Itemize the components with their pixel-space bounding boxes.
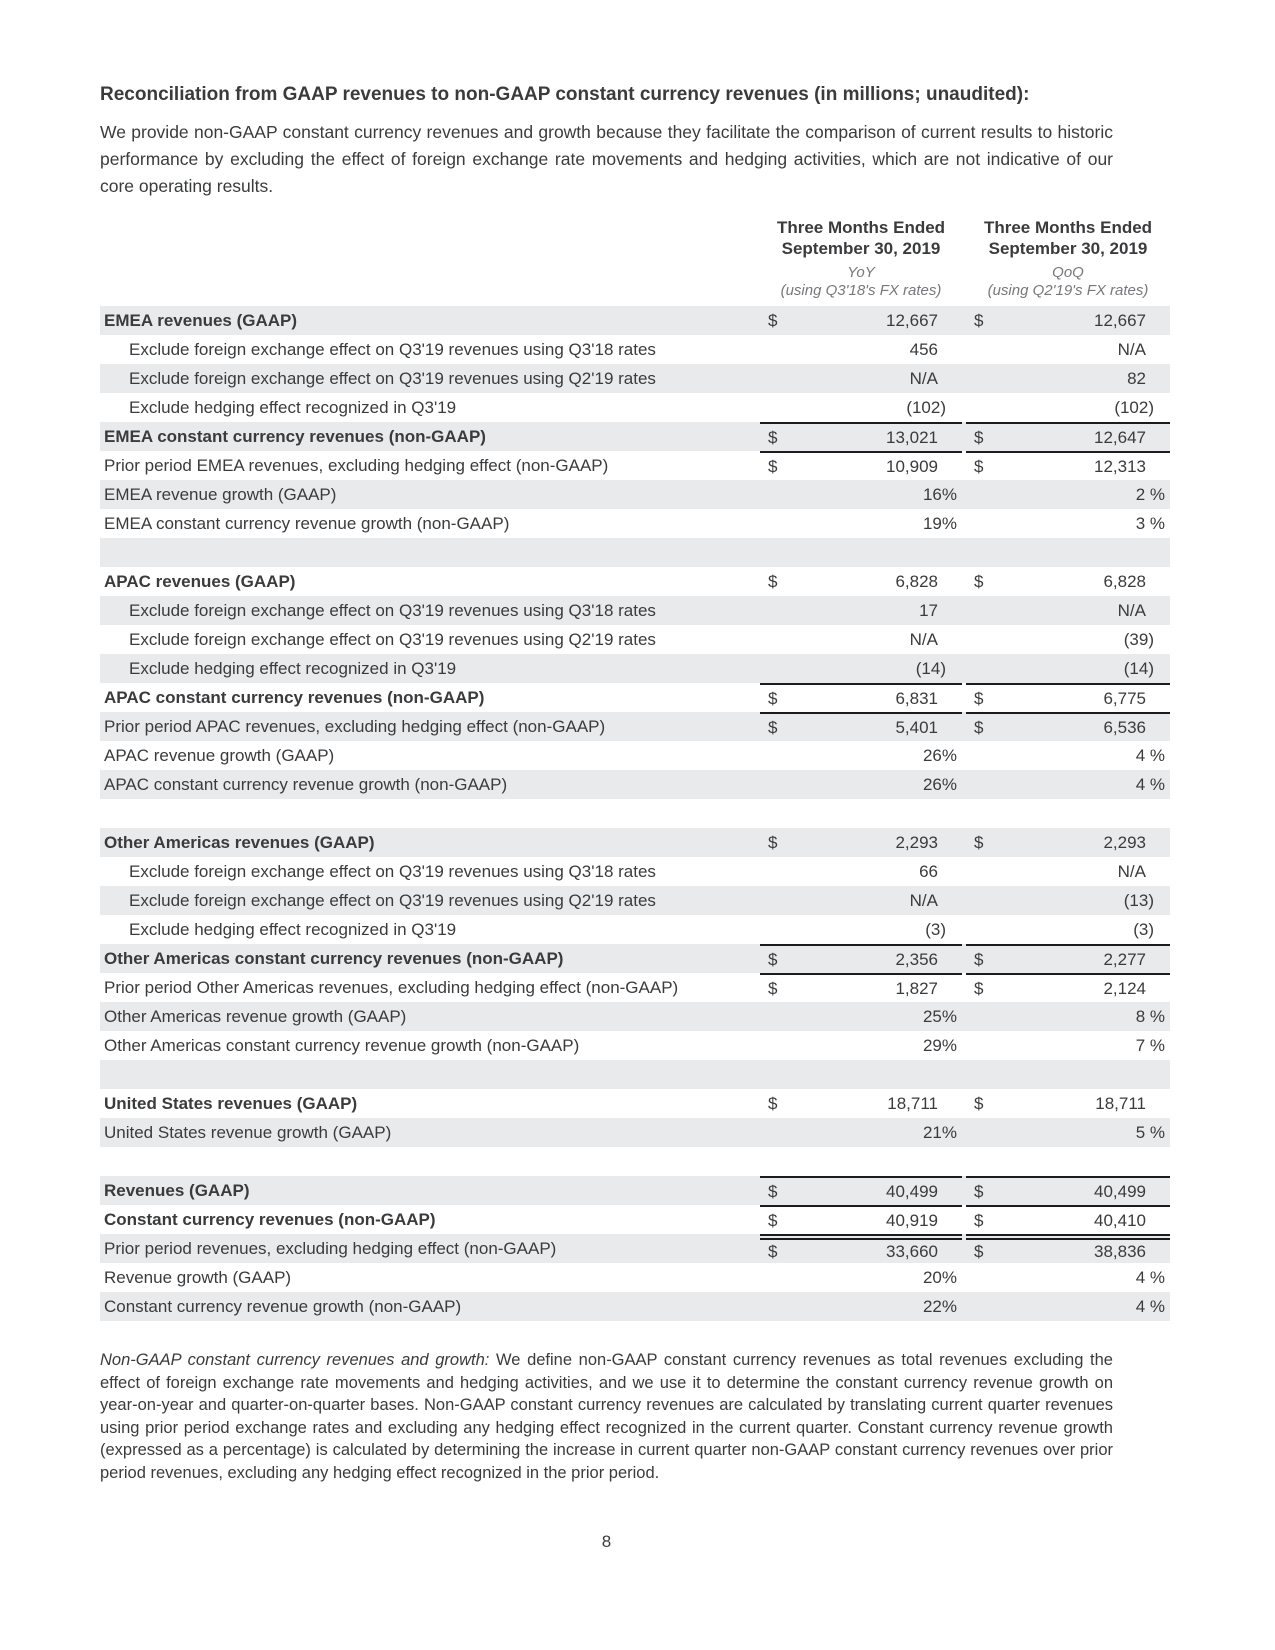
cell-value: 26% xyxy=(922,774,957,794)
cell-value: 18,711 xyxy=(887,1093,938,1113)
cell-value: 10,909 xyxy=(886,456,938,476)
cell-value: 17 xyxy=(919,600,938,620)
table-row xyxy=(100,828,1170,857)
cell-value: N/A xyxy=(1117,861,1146,881)
qoq-value-group xyxy=(966,480,1170,509)
qoq-value-group xyxy=(966,451,1170,480)
yoy-value-group xyxy=(760,1060,962,1089)
table-spacer-row xyxy=(100,799,1170,828)
cell-value: 6,536 xyxy=(1103,717,1146,737)
qoq-value-group xyxy=(966,770,1170,799)
cell-value: 6,831 xyxy=(895,688,938,708)
dollar-sign: $ xyxy=(768,1210,778,1230)
qoq-value-group xyxy=(966,1031,1170,1060)
table-row xyxy=(100,364,1170,393)
table-row xyxy=(100,1205,1170,1234)
dollar-sign: $ xyxy=(974,427,984,447)
row-label: EMEA constant currency revenues (non-GAAP) xyxy=(104,426,486,446)
row-label: Prior period APAC revenues, excluding hedging effect (non-GAAP) xyxy=(104,716,606,736)
row-label: Prior period EMEA revenues, excluding hedging effect (non-GAAP) xyxy=(104,455,609,475)
yoy-header-title-line2: September 30, 2019 xyxy=(781,239,941,258)
row-label: Revenue growth (GAAP) xyxy=(104,1267,292,1287)
row-label: EMEA revenue growth (GAAP) xyxy=(104,484,337,504)
table-row xyxy=(100,625,1170,654)
table-spacer-row xyxy=(100,538,1170,567)
qoq-value-group xyxy=(966,625,1170,654)
qoq-value-group xyxy=(966,1147,1170,1176)
dollar-sign: $ xyxy=(768,717,778,737)
yoy-value-group xyxy=(760,1089,962,1118)
cell-value: 8 % xyxy=(1135,1006,1165,1026)
dollar-sign: $ xyxy=(768,1093,778,1113)
yoy-value-group xyxy=(760,1147,962,1176)
cell-value: 16% xyxy=(922,484,957,504)
row-label: Other Americas revenues (GAAP) xyxy=(104,832,375,852)
qoq-value-group xyxy=(966,567,1170,596)
dollar-sign: $ xyxy=(768,949,778,969)
qoq-value-group xyxy=(966,1234,1170,1263)
qoq-value-group xyxy=(966,683,1170,712)
yoy-value-group xyxy=(760,538,962,567)
dollar-sign: $ xyxy=(768,688,778,708)
row-label: Constant currency revenues (non-GAAP) xyxy=(104,1209,436,1229)
cell-value: 12,313 xyxy=(1094,456,1146,476)
qoq-value-group xyxy=(966,306,1170,335)
qoq-value-group xyxy=(966,712,1170,741)
yoy-value-group xyxy=(760,335,962,364)
qoq-value-group xyxy=(966,828,1170,857)
cell-value: 1,827 xyxy=(895,978,938,998)
row-label: Other Americas constant currency revenues (non-GAAP) xyxy=(104,948,564,968)
table-row xyxy=(100,306,1170,335)
cell-value: 4 % xyxy=(1135,774,1165,794)
row-label: Exclude hedging effect recognized in Q3'19 xyxy=(129,397,457,417)
table-row xyxy=(100,480,1170,509)
dollar-sign: $ xyxy=(768,571,778,591)
page-title: Reconciliation from GAAP revenues to non-GAAP constant currency revenues (in millions; unaudited): xyxy=(100,84,1030,105)
yoy-value-group xyxy=(760,741,962,770)
qoq-value-group xyxy=(966,1292,1170,1321)
dollar-sign: $ xyxy=(974,571,984,591)
cell-value: 12,667 xyxy=(1094,310,1146,330)
yoy-header-title-line1: Three Months Ended xyxy=(776,218,946,237)
yoy-value-group xyxy=(760,1234,962,1263)
yoy-value-group xyxy=(760,973,962,1002)
cell-value: (14) xyxy=(915,658,946,678)
yoy-value-group xyxy=(760,480,962,509)
yoy-value-group xyxy=(760,770,962,799)
cell-value: 4 % xyxy=(1135,1296,1165,1316)
dollar-sign: $ xyxy=(768,456,778,476)
yoy-value-group xyxy=(760,1292,962,1321)
row-label: Exclude foreign exchange effect on Q3'19 revenues using Q3'18 rates xyxy=(129,861,656,881)
yoy-value-group xyxy=(760,712,962,741)
cell-value: (39) xyxy=(1123,629,1154,649)
yoy-value-group xyxy=(760,509,962,538)
row-label: Constant currency revenue growth (non-GAAP) xyxy=(104,1296,462,1316)
table-row xyxy=(100,654,1170,683)
dollar-sign: $ xyxy=(974,949,984,969)
table-row xyxy=(100,567,1170,596)
cell-value: 25% xyxy=(922,1006,957,1026)
table-row xyxy=(100,712,1170,741)
cell-value: 82 xyxy=(1127,368,1146,388)
table-row xyxy=(100,1002,1170,1031)
dollar-sign: $ xyxy=(768,1241,778,1261)
footnote-lead: Non-GAAP constant currency revenues and growth: xyxy=(100,1351,490,1369)
table-row xyxy=(100,915,1170,944)
table-header xyxy=(100,217,1170,300)
row-label: Prior period revenues, excluding hedging effect (non-GAAP) xyxy=(104,1238,557,1258)
qoq-header-title-line2: September 30, 2019 xyxy=(988,239,1148,258)
table-row xyxy=(100,422,1170,451)
cell-value: (13) xyxy=(1123,890,1154,910)
cell-value: 29% xyxy=(922,1035,957,1055)
table-row xyxy=(100,1234,1170,1263)
dollar-sign: $ xyxy=(768,978,778,998)
yoy-value-group xyxy=(760,1002,962,1031)
yoy-value-group xyxy=(760,306,962,335)
cell-value: 66 xyxy=(919,861,938,881)
table-row xyxy=(100,1292,1170,1321)
qoq-value-group xyxy=(966,393,1170,422)
cell-value: 13,021 xyxy=(886,427,938,447)
cell-value: N/A xyxy=(909,629,938,649)
table-row xyxy=(100,393,1170,422)
qoq-value-group xyxy=(966,335,1170,364)
row-label: APAC constant currency revenue growth (non-GAAP) xyxy=(104,774,508,794)
row-label: Exclude foreign exchange effect on Q3'19 revenues using Q2'19 rates xyxy=(129,890,656,910)
yoy-column-header xyxy=(760,217,962,300)
table-row xyxy=(100,509,1170,538)
yoy-header-sub-line2: (using Q3'18's FX rates) xyxy=(780,282,942,299)
qoq-value-group xyxy=(966,1176,1170,1205)
cell-value: 5 % xyxy=(1135,1122,1165,1142)
qoq-value-group xyxy=(966,654,1170,683)
cell-value: 3 % xyxy=(1135,513,1165,533)
row-label: United States revenue growth (GAAP) xyxy=(104,1122,392,1142)
row-label: EMEA revenues (GAAP) xyxy=(104,310,298,330)
table-row xyxy=(100,973,1170,1002)
qoq-value-group xyxy=(966,364,1170,393)
table-row xyxy=(100,886,1170,915)
yoy-value-group xyxy=(760,683,962,712)
cell-value: 2,356 xyxy=(895,949,938,969)
yoy-value-group xyxy=(760,364,962,393)
yoy-value-group xyxy=(760,451,962,480)
yoy-value-group xyxy=(760,567,962,596)
qoq-value-group xyxy=(966,944,1170,973)
cell-value: 5,401 xyxy=(895,717,938,737)
table-row xyxy=(100,1263,1170,1292)
row-label: United States revenues (GAAP) xyxy=(104,1093,358,1113)
footnote-body: We define non-GAAP constant currency revenues as total revenues excluding the effect of foreign exchange rate movements and hedging activities, and we use it to determine the constant currency revenue growth on year-on-year and quarter-on-quarter bases. Non-GAAP constant currency revenues are calculated by translating current quarter revenues using prior period exchange rates and excluding any hedging effect recognized in the current quarter. Constant currency revenue growth (expressed as a percentage) is calculated by determining the increase in current quarter non-GAAP constant currency revenues over prior period revenues, excluding any hedging effect recognized in the prior period. xyxy=(100,1351,1113,1482)
reconciliation-table xyxy=(100,306,1170,1321)
qoq-value-group xyxy=(966,741,1170,770)
qoq-column-header xyxy=(966,217,1170,300)
row-label: Exclude hedging effect recognized in Q3'19 xyxy=(129,919,457,939)
cell-value: 26% xyxy=(922,745,957,765)
table-row xyxy=(100,335,1170,364)
yoy-header-sub-line1: YoY xyxy=(847,264,875,281)
dollar-sign: $ xyxy=(974,978,984,998)
dollar-sign: $ xyxy=(768,427,778,447)
qoq-value-group xyxy=(966,422,1170,451)
cell-value: 2 % xyxy=(1135,484,1165,504)
table-spacer-row xyxy=(100,1060,1170,1089)
cell-value: 6,828 xyxy=(895,571,938,591)
row-label: APAC constant currency revenues (non-GAAP) xyxy=(104,687,485,707)
cell-value: 6,775 xyxy=(1103,688,1146,708)
cell-value: N/A xyxy=(909,368,938,388)
yoy-value-group xyxy=(760,1176,962,1205)
dollar-sign: $ xyxy=(768,310,778,330)
yoy-value-group xyxy=(760,596,962,625)
row-label: Other Americas constant currency revenue growth (non-GAAP) xyxy=(104,1035,580,1055)
row-label: Prior period Other Americas revenues, excluding hedging effect (non-GAAP) xyxy=(104,977,679,997)
table-row xyxy=(100,1031,1170,1060)
dollar-sign: $ xyxy=(974,1181,984,1201)
cell-value: (3) xyxy=(1133,919,1154,939)
table-row xyxy=(100,451,1170,480)
table-row xyxy=(100,741,1170,770)
qoq-value-group xyxy=(966,596,1170,625)
row-label: Exclude foreign exchange effect on Q3'19 revenues using Q2'19 rates xyxy=(129,368,656,388)
dollar-sign: $ xyxy=(974,456,984,476)
intro-paragraph: We provide non-GAAP constant currency revenues and growth because they facilitate the comparison of current results to historic performance by excluding the effect of foreign exchange rate movements and hedging activities, which are not indicative of our core operating results. xyxy=(100,122,1113,196)
row-label: Exclude foreign exchange effect on Q3'19 revenues using Q2'19 rates xyxy=(129,629,656,649)
cell-value: 40,919 xyxy=(886,1210,938,1230)
cell-value: 40,499 xyxy=(886,1181,938,1201)
row-label: Exclude foreign exchange effect on Q3'19 revenues using Q3'18 rates xyxy=(129,600,656,620)
cell-value: 40,499 xyxy=(1094,1181,1146,1201)
qoq-value-group xyxy=(966,1205,1170,1234)
cell-value: 22% xyxy=(922,1296,957,1316)
cell-value: 21% xyxy=(922,1122,957,1142)
qoq-value-group xyxy=(966,915,1170,944)
qoq-value-group xyxy=(966,1089,1170,1118)
qoq-value-group xyxy=(966,1002,1170,1031)
qoq-value-group xyxy=(966,857,1170,886)
row-label: EMEA constant currency revenue growth (non-GAAP) xyxy=(104,513,510,533)
cell-value: 38,836 xyxy=(1094,1241,1146,1261)
dollar-sign: $ xyxy=(974,1210,984,1230)
yoy-value-group xyxy=(760,1205,962,1234)
qoq-value-group xyxy=(966,799,1170,828)
qoq-value-group xyxy=(966,509,1170,538)
cell-value: (102) xyxy=(1114,397,1154,417)
qoq-value-group xyxy=(966,973,1170,1002)
cell-value: 7 % xyxy=(1135,1035,1165,1055)
qoq-value-group xyxy=(966,538,1170,567)
qoq-header-sub-line2: (using Q2'19's FX rates) xyxy=(987,282,1149,299)
yoy-value-group xyxy=(760,799,962,828)
table-row xyxy=(100,596,1170,625)
cell-value: 18,711 xyxy=(1095,1093,1146,1113)
cell-value: (14) xyxy=(1123,658,1154,678)
cell-value: 456 xyxy=(909,339,938,359)
cell-value: N/A xyxy=(1117,339,1146,359)
cell-value: 12,647 xyxy=(1094,427,1146,447)
yoy-value-group xyxy=(760,857,962,886)
yoy-value-group xyxy=(760,886,962,915)
yoy-value-group xyxy=(760,828,962,857)
yoy-value-group xyxy=(760,1031,962,1060)
table-row xyxy=(100,944,1170,973)
cell-value: 20% xyxy=(922,1267,957,1287)
dollar-sign: $ xyxy=(768,1181,778,1201)
cell-value: 6,828 xyxy=(1103,571,1146,591)
yoy-value-group xyxy=(760,915,962,944)
table-row xyxy=(100,770,1170,799)
dollar-sign: $ xyxy=(974,1241,984,1261)
cell-value: 40,410 xyxy=(1094,1210,1146,1230)
yoy-value-group xyxy=(760,1263,962,1292)
table-row xyxy=(100,1118,1170,1147)
dollar-sign: $ xyxy=(974,832,984,852)
table-row xyxy=(100,1176,1170,1205)
dollar-sign: $ xyxy=(974,1093,984,1113)
yoy-value-group xyxy=(760,1118,962,1147)
qoq-header-sub-line1: QoQ xyxy=(1052,264,1084,281)
yoy-value-group xyxy=(760,944,962,973)
cell-value: 2,277 xyxy=(1103,949,1146,969)
row-label: Revenues (GAAP) xyxy=(104,1180,250,1200)
qoq-value-group xyxy=(966,1118,1170,1147)
cell-value: 19% xyxy=(922,513,957,533)
dollar-sign: $ xyxy=(974,717,984,737)
qoq-value-group xyxy=(966,1263,1170,1292)
cell-value: 2,124 xyxy=(1103,978,1146,998)
row-label: Exclude hedging effect recognized in Q3'19 xyxy=(129,658,457,678)
yoy-value-group xyxy=(760,654,962,683)
table-row xyxy=(100,857,1170,886)
qoq-value-group xyxy=(966,1060,1170,1089)
footnote-paragraph xyxy=(100,1349,1113,1484)
table-spacer-row xyxy=(100,1147,1170,1176)
dollar-sign: $ xyxy=(974,310,984,330)
dollar-sign: $ xyxy=(974,688,984,708)
row-label: APAC revenue growth (GAAP) xyxy=(104,745,335,765)
yoy-value-group xyxy=(760,422,962,451)
cell-value: 4 % xyxy=(1135,1267,1165,1287)
yoy-value-group xyxy=(760,393,962,422)
row-label: Other Americas revenue growth (GAAP) xyxy=(104,1006,407,1026)
qoq-value-group xyxy=(966,886,1170,915)
cell-value: 2,293 xyxy=(895,832,938,852)
qoq-header-title-line1: Three Months Ended xyxy=(983,218,1153,237)
table-row xyxy=(100,683,1170,712)
cell-value: 12,667 xyxy=(886,310,938,330)
table-row xyxy=(100,1089,1170,1118)
yoy-value-group xyxy=(760,625,962,654)
cell-value: N/A xyxy=(909,890,938,910)
dollar-sign: $ xyxy=(768,832,778,852)
cell-value: N/A xyxy=(1117,600,1146,620)
row-label: APAC revenues (GAAP) xyxy=(104,571,296,591)
page-content xyxy=(100,83,1170,1552)
cell-value: (102) xyxy=(906,397,946,417)
page-number: 8 xyxy=(601,1532,612,1551)
cell-value: 2,293 xyxy=(1103,832,1146,852)
cell-value: (3) xyxy=(925,919,946,939)
cell-value: 33,660 xyxy=(886,1241,938,1261)
row-label: Exclude foreign exchange effect on Q3'19 revenues using Q3'18 rates xyxy=(129,339,656,359)
cell-value: 4 % xyxy=(1135,745,1165,765)
